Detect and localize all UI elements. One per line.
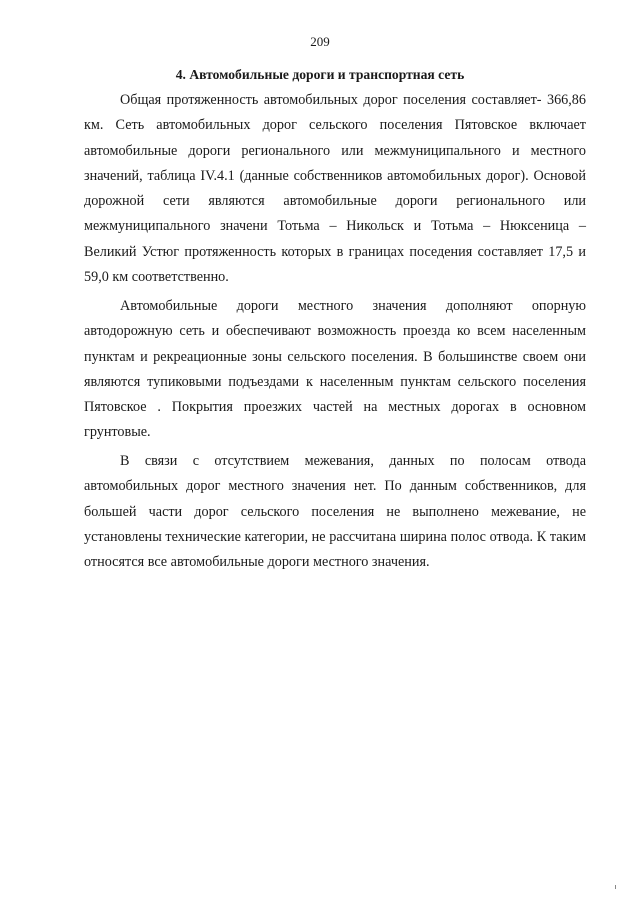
scan-artifact <box>615 885 616 889</box>
paragraph-road-length: Общая протяженность автомобильных дорог поселения составляет- 366,86 км. Сеть автомобильных дорог сельского поселения Пятовское включает автомобильные дороги регионального или межмуниципального и местного значений, таблица IV.4.1 (данные собственников автомобильных дорог). Основой дорожной сети являются автомобильные дороги регионального или межмуниципального значени Тотьма – Никольск и Тотьма – Нюксеница – Великий Устюг протяженность которых в границах поседения составляет 17,5 и 59,0 км соответственно. <box>84 92 586 286</box>
paragraph-land-survey: В связи с отсутствием межевания, данных по полосам отвода автомобильных дорог местного значения нет. По данным собственников, для большей части дорог сельского поселения не выполнено межевание, не установлены технические категории, не рассчитана ширина полос отвода. К таким относятся все автомобильные дороги местного значения. <box>84 453 586 571</box>
section-heading: 4. Автомобильные дороги и транспортная сеть <box>175 67 465 82</box>
paragraph-local-roads: Автомобильные дороги местного значения дополняют опорную автодорожную сеть и обеспечивают возможность проезда ко всем населенным пунктам и рекреационные зоны сельского поселения. В большинстве своем они являются тупиковыми подъездами к населенным пунктам сельского поселения Пятовское . Покрытия проезжих частей на местных дорогах в основном грунтовые. <box>84 298 586 441</box>
page-number: 209 <box>310 34 330 49</box>
